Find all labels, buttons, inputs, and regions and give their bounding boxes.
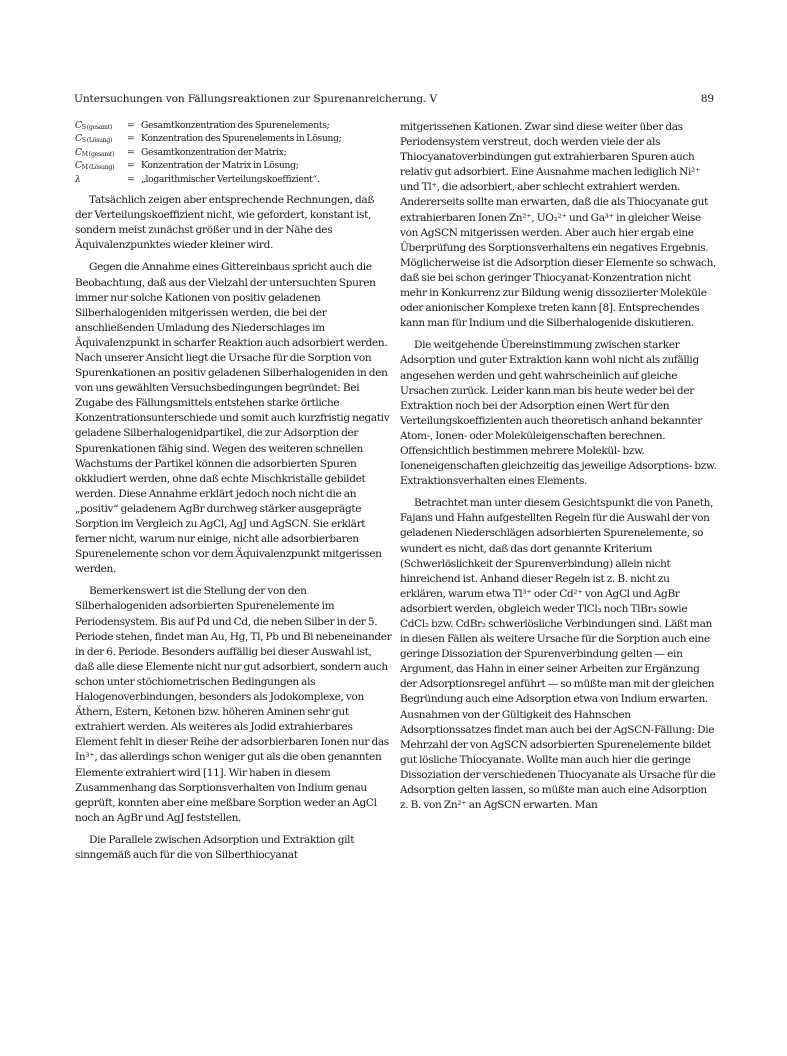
running-title: Untersuchungen von Fällungsreaktionen zur Spurenanreicherung. V — [74, 93, 438, 105]
body-paragraph: Betrachtet man unter diesem Gesichtspunkt die von Paneth, Fajans und Hahn aufgestellten Regeln für die Auswahl der von geladenen Niederschlägen adsorbierten Spurenelemente, so wundert es nicht, daß das dort genannte Kriterium (Schwerlöslichkeit der Spurenverbindung) allein nicht hinreichend ist. Anhand dieser Regeln ist z. B. nicht zu erklären, warum etwa Tl³⁺ oder Cd²⁺ von AgCl und AgBr adsorbiert werden, obgleich weder TlCl₃ noch TlBr₃ sowie CdCl₂ bzw. CdBr₂ schwerlösliche Verbindungen sind. Läßt man in diesen Fällen als weitere Ursache für die Sorption auch eine geringe Dissoziation der Spurenverbindung gelten — ein Argument, das Hahn in einer seiner Arbeiten zur Ergänzung der Adsorptionsregel anführt — so müßte man mit der gleichen Begründung auch eine Adsorption etwa von Indium erwarten. Ausnahmen von der Gültigkeit des Hahnschen Adsorptionssatzes findet man auch bei der AgSCN-Fällung: Die Mehrzahl der von AgSCN adsorbierten Spurenelemente bildet gut lösliche Thiocyanate. Wollte man auch hier die geringe Dissoziation der verschiedenen Thiocyanate als Ursache für die Adsorption gelten lassen, so müßte man auch eine Adsorption z. B. von Zn²⁺ an AgSCN erwarten. Man — [400, 497, 716, 812]
definition-symbol: $C_{S (Lösung)}$ — [75, 133, 113, 145]
definition-text: Gesamtkonzentration der Matrix; — [141, 146, 287, 158]
definition-symbol: $C_{M (gesamt)}$ — [75, 146, 115, 158]
running-header — [74, 93, 714, 105]
definition-text: Gesamtkonzentration des Spurenelements; — [141, 120, 330, 131]
symbol-definitions — [75, 120, 392, 187]
definition-row: $C_{M (Lösung)}$ = Konzentration der Matrix in Lösung; — [75, 160, 392, 173]
body-paragraph: Gegen die Annahme eines Gittereinbaus spricht auch die Beobachtung, daß aus der Vielzahl der untersuchten Spuren immer nur solche Kationen von positiv geladenen Silberhalogeniden mitgerissen werden, die bei der anschließenden Umladung des Niederschlages im Äquivalenzpunkt in scharfer Reaktion auch adsorbiert werden. Nach unserer Ansicht liegt die Ursache für die Sorption von Spurenkationen an positiv geladenen Silberhalogeniden in den von uns gewählten Versuchsbedingungen begründet: Bei Zugabe des Fällungsmittels entstehen starke örtliche Konzentrationsunterschiede und somit auch kurzfristig negativ geladene Silberhalogenidpartikel, die zur Adsorption der Spurenkationen fähig sind. Wegen des weiteren schnellen Wachstums der Partikel können die adsorbierten Spuren okkludiert werden, ohne daß echte Mischkristalle gebildet werden. Diese Annahme erklärt jedoch noch nicht die an „positiv“ geladenem AgBr durchweg stärker ausgeprägte Sorption im Vergleich zu AgCl, AgJ und AgSCN. Sie erklärt ferner nicht, warum nur einige, nicht alle adsorbierbaren Spurenelemente schon vor dem Äquivalenzpunkt mitgerissen werden. — [75, 261, 390, 576]
body-paragraph: mitgerissenen Kationen. Zwar sind diese weiter über das Periodensystem verstreut, doch werden viele der als Thiocyanatoverbindungen gut extrahierbaren Spuren auch relativ gut adsorbiert. Eine Ausnahme machen lediglich Ni²⁺ und Tl⁺, die adsorbiert, aber schlecht extrahiert werden. Andererseits sollte man erwarten, daß die als Thiocyanate gut extrahierbaren Ionen Zn²⁺, UO₂²⁺ und Ga³⁺ in gleicher Weise von AgSCN mitgerissen werden. Aber auch hier ergab eine Überprüfung des Sorptionsverhaltens ein negatives Ergebnis. Möglicherweise ist die Adsorption dieser Elemente so schwach, daß sie bei schon geringer Thiocyanat-Konzentration nicht mehr in Konkurrenz zur Bildung wenig dissoziierter Moleküle oder anionischer Komplexe treten kann [8]. Entsprechendes kann man für Indium und die Silberhalogenide diskutieren. — [400, 121, 717, 330]
definition-row: λ = „logarithmischer Verteilungskoeffizient“. — [75, 174, 392, 187]
body-paragraph: Tatsächlich zeigen aber entsprechende Rechnungen, daß der Verteilungskoeffizient nicht, wie gefordert, konstant ist, sondern meist zunächst größer und in der Nähe des Äquivalenzpunktes wieder kleiner wird. — [75, 194, 375, 252]
body-paragraph: Bemerkenswert ist die Stellung der von den Silberhalogeniden adsorbierten Spurenelemente im Periodensystem. Bis auf Pd und Cd, die neben Silber in der 5. Periode stehen, findet man Au, Hg, Tl, Pb und Bi nebeneinander in der 6. Periode. Besonders auffällig bei dieser Auswahl ist, daß alle diese Elemente nicht nur gut adsorbiert, sondern auch schon unter stöchiometrischen Bedingungen als Halogenoverbindungen, besonders als Jodokomplexe, von Äthern, Estern, Ketonen bzw. höheren Aminen sehr gut extrahiert werden. Als weiteres als Jodid extrahierbares Element fehlt in dieser Reihe der adsorbierbaren Ionen nur das In³⁺, das allerdings schon weniger gut als die oben genannten Elemente extrahiert wird [11]. Wir haben in diesem Zusammenhang das Sorptionsverhalten von Indium genau geprüft, konnten aber eine meßbare Sorption weder an AgCl noch an AgBr und AgJ feststellen. — [75, 585, 392, 824]
left-column — [75, 120, 392, 863]
definition-symbol: $C_{M (Lösung)}$ — [75, 160, 115, 172]
page-number: 89 — [700, 93, 714, 105]
definition-row: $C_{S (gesamt)}$ = Gesamtkonzentration des Spurenelements; — [75, 120, 392, 133]
definition-text: „logarithmischer Verteilungskoeffizient“. — [141, 173, 320, 185]
body-paragraph: Die weitgehende Übereinstimmung zwischen starker Adsorption und guter Extraktion kann wohl nicht als zufällig angesehen werden und geht wahrscheinlich auf gleiche Ursachen zurück. Leider kann man bis heute weder bei der Extraktion noch bei der Adsorption einen Wert für den Verteilungskoeffizienten auch theoretisch anhand bekannter Atom-, Ionen- oder Moleküleigenschaften berechnen. Offensichtlich bestimmen mehrere Molekül- bzw. Ioneneigenschaften gleichzeitig das jeweilige Adsorptions- bzw. Extraktionsverhalten eines Elements. — [400, 339, 717, 488]
definition-text: Konzentration des Spurenelements in Lösung; — [141, 133, 342, 145]
definition-symbol: $C_{S (gesamt)}$ — [75, 120, 113, 131]
definition-text: Konzentration der Matrix in Lösung; — [141, 160, 299, 172]
right-column — [400, 120, 717, 813]
definition-row: $C_{S (Lösung)}$ = Konzentration des Spurenelements in Lösung; — [75, 133, 392, 146]
definition-row: $C_{M (gesamt)}$ = Gesamtkonzentration der Matrix; — [75, 147, 392, 160]
body-paragraph: Die Parallele zwischen Adsorption und Extraktion gilt sinngemäß auch für die von Silberthiocyanat — [75, 833, 355, 861]
definition-symbol: λ — [75, 173, 81, 185]
